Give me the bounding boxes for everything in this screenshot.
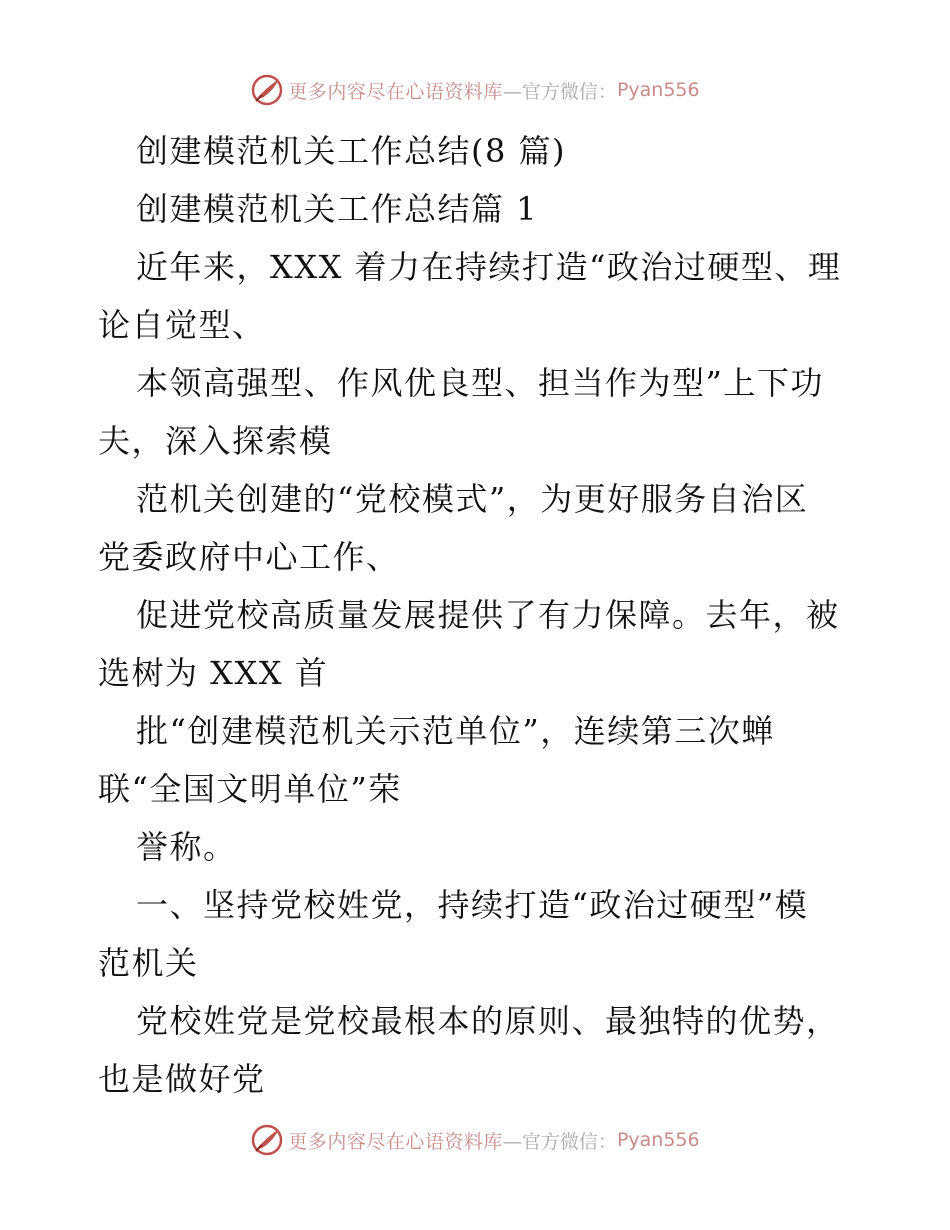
- watermark-account: Pyan556: [616, 1129, 700, 1151]
- document-body: [98, 122, 868, 1108]
- watermark-text: 更多内容尽在心语资料库: [288, 1130, 503, 1153]
- document-title: 创建模范机关工作总结(8 篇): [136, 132, 567, 170]
- paragraph-line: 党委政府中心工作、: [98, 538, 400, 576]
- paragraph-line: 联“全国文明单位”荣: [98, 770, 402, 808]
- watermark-account: Pyan556: [616, 79, 700, 101]
- watermark-separator: —官方微信：: [502, 1130, 617, 1153]
- paragraph-line: 也是做好党: [98, 1060, 266, 1098]
- paragraph-line: 党校姓党是党校最根本的原则、最独特的优势，: [136, 1002, 840, 1040]
- section-heading: 一、坚持党校姓党，持续打造“政治过硬型”模: [136, 886, 809, 924]
- section-heading-continued: 范机关: [98, 944, 199, 982]
- paragraph-line: 誉称。: [136, 828, 237, 866]
- paragraph-line: 选树为 XXX 首: [98, 654, 329, 692]
- paragraph-line: 夫，深入探索模: [98, 422, 333, 460]
- footer-watermark: [0, 1120, 950, 1160]
- watermark-text: 更多内容尽在心语资料库: [288, 80, 503, 103]
- quill-logo-icon: [250, 73, 284, 107]
- quill-logo-icon: [250, 1123, 284, 1157]
- paragraph-line: 本领高强型、作风优良型、担当作为型”上下功: [136, 364, 824, 402]
- header-watermark: [0, 70, 950, 110]
- section-heading: 创建模范机关工作总结篇 1: [136, 190, 539, 228]
- watermark-separator: —官方微信：: [502, 80, 617, 103]
- paragraph-line: 范机关创建的“党校模式”，为更好服务自治区: [136, 480, 809, 518]
- paragraph-line: 批“创建模范机关示范单位”，连续第三次蝉: [136, 712, 775, 750]
- paragraph-line: 论自觉型、: [98, 306, 266, 344]
- paragraph-line: 促进党校高质量发展提供了有力保障。去年，被: [136, 596, 840, 634]
- paragraph-line: 近年来，XXX 着力在持续打造“政治过硬型、理: [136, 248, 842, 286]
